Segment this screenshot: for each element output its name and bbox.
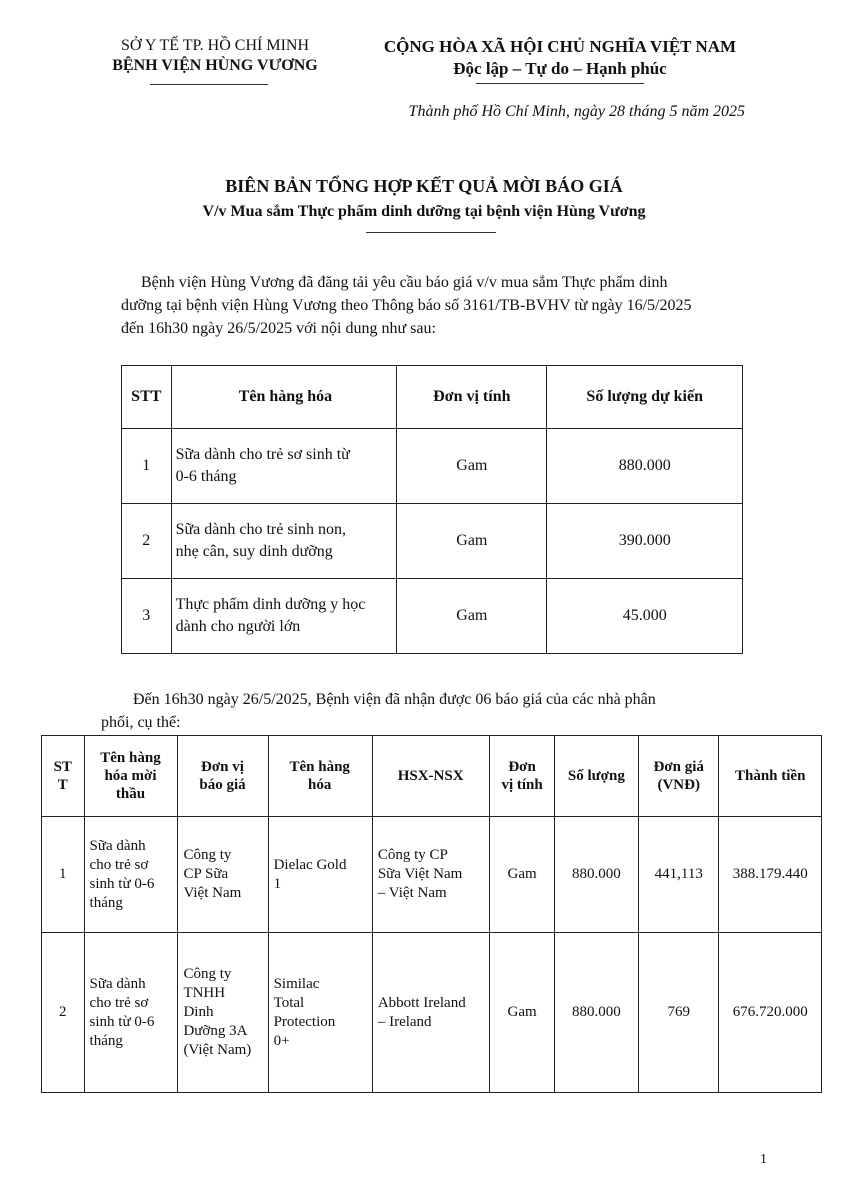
cell-line: Dưỡng 3A: [183, 1023, 248, 1039]
cell-stt: 1: [42, 817, 85, 933]
intro-line-2: dưỡng tại bệnh viện Hùng Vương theo Thông báo số 3161/TB-BVHV từ ngày 16/5/2025: [121, 297, 692, 314]
cell-line: CP Sữa: [183, 866, 229, 882]
cell-line: (Việt Nam): [183, 1042, 252, 1058]
intro-line-3: đến 16h30 ngày 26/5/2025 với nội dung như sau:: [121, 320, 436, 337]
cell-line: Similac: [273, 975, 320, 992]
header-line: hóa: [308, 777, 332, 793]
national-motto: Độc lập – Tự do – Hạnh phúc: [453, 59, 667, 78]
header-line: báo giá: [199, 777, 246, 793]
col-header-stt: STT: [122, 366, 172, 429]
cell-invited-item: [84, 817, 178, 933]
cell-unit-price: 441,113: [639, 817, 719, 933]
col-header-quantity: Số lượng: [554, 736, 638, 817]
table-row: [122, 579, 743, 654]
cell-line: cho trẻ sơ: [89, 856, 149, 873]
table-row: [122, 429, 743, 504]
cell-line: Sữa dành: [89, 975, 146, 992]
issuer-block: [70, 36, 360, 76]
item-name-line: Sữa dành cho trẻ sơ sinh từ: [175, 446, 350, 463]
cell-item-name: [171, 429, 397, 504]
cell-quantity: 390.000: [547, 504, 743, 579]
cell-manufacturer: [372, 933, 490, 1093]
cell-stt: 2: [42, 933, 85, 1093]
cell-unit: Gam: [397, 504, 547, 579]
cell-quantity: 880.000: [547, 429, 743, 504]
document-title: BIÊN BẢN TỔNG HỢP KẾT QUẢ MỜI BÁO GIÁ: [225, 176, 623, 196]
title-underline: [366, 232, 496, 233]
quotes-table: [41, 735, 822, 1093]
quotes-paragraph: [101, 688, 801, 734]
cell-line: Công ty: [183, 847, 232, 863]
cell-line: cho trẻ sơ: [89, 994, 149, 1011]
cell-total: 388.179.440: [719, 817, 822, 933]
cell-item-name: [171, 504, 397, 579]
cell-line: TNHH: [183, 985, 226, 1001]
header-line: thầu: [115, 786, 146, 802]
col-header-total: Thành tiền: [719, 736, 822, 817]
national-name: CỘNG HÒA XÃ HỘI CHỦ NGHĨA VIỆT NAM: [383, 37, 737, 56]
document-subtitle: V/v Mua sắm Thực phẩm dinh dưỡng tại bệnh viện Hùng Vương: [202, 203, 646, 220]
cell-invited-item: [84, 933, 178, 1093]
motto-underline: [476, 83, 644, 84]
cell-line: Việt Nam: [183, 885, 242, 901]
cell-line: Sữa dành: [89, 837, 146, 854]
cell-unit: Gam: [490, 933, 554, 1093]
page-number: 1: [760, 1152, 767, 1167]
cell-line: tháng: [89, 894, 123, 911]
cell-line: 1: [273, 875, 282, 892]
col-header-manufacturer: HSX-NSX: [372, 736, 490, 817]
header-line: (VNĐ): [657, 777, 700, 793]
item-name-line: Sữa dành cho trẻ sinh non,: [175, 521, 347, 538]
issuer-underline: [150, 84, 268, 85]
quotes-line-1: Đến 16h30 ngày 26/5/2025, Bệnh viện đã nhận được 06 báo giá của các nhà phân: [133, 691, 656, 708]
header-line: Đơn vị: [201, 759, 244, 775]
cell-unit: Gam: [397, 579, 547, 654]
item-name-line: 0-6 tháng: [175, 468, 237, 485]
header-line: hóa mời: [104, 768, 157, 784]
cell-line: Dinh: [183, 1004, 214, 1020]
cell-supplier: [178, 817, 268, 933]
intro-paragraph: [121, 271, 771, 340]
table-row: [122, 504, 743, 579]
cell-manufacturer: [372, 817, 490, 933]
cell-line: Công ty CP: [377, 847, 448, 863]
col-header-unit: [490, 736, 554, 817]
cell-line: 0+: [273, 1032, 290, 1049]
cell-quantity: 880.000: [554, 817, 638, 933]
cell-line: Total: [273, 994, 305, 1011]
planned-items-table: [121, 365, 743, 654]
col-header-product: [268, 736, 372, 817]
item-name-line: dành cho người lớn: [175, 618, 301, 635]
cell-stt: 2: [122, 504, 172, 579]
cell-unit: Gam: [490, 817, 554, 933]
header-line: Đơn giá: [653, 759, 704, 775]
cell-line: Abbott Ireland: [377, 994, 466, 1011]
cell-line: Công ty: [183, 966, 232, 982]
cell-product: [268, 933, 372, 1093]
intro-line-1: Bệnh viện Hùng Vương đã đăng tải yêu cầu báo giá v/v mua sắm Thực phẩm dinh: [141, 274, 668, 291]
cell-line: – Việt Nam: [377, 885, 447, 901]
table-row: [42, 817, 822, 933]
national-motto-block: [340, 36, 780, 80]
header-line: ST: [53, 759, 72, 775]
col-header-quantity: Số lượng dự kiến: [547, 366, 743, 429]
cell-stt: 1: [122, 429, 172, 504]
date-line: Thành phố Hồ Chí Minh, ngày 28 tháng 5 năm 2025: [408, 103, 745, 120]
cell-line: sinh từ 0-6: [89, 875, 155, 892]
col-header-stt: [42, 736, 85, 817]
col-header-item-name: Tên hàng hóa: [171, 366, 397, 429]
cell-line: Dielac Gold: [273, 856, 347, 873]
cell-line: Protection: [273, 1013, 336, 1030]
table-header-row: [122, 366, 743, 429]
cell-product: [268, 817, 372, 933]
cell-supplier: [178, 933, 268, 1093]
cell-quantity: 45.000: [547, 579, 743, 654]
cell-unit-price: 769: [639, 933, 719, 1093]
item-name-line: Thực phẩm dinh dưỡng y học: [175, 596, 366, 613]
issuer-department: SỞ Y TẾ TP. HỒ CHÍ MINH: [120, 37, 309, 54]
header-line: Đơn: [508, 759, 536, 775]
cell-total: 676.720.000: [719, 933, 822, 1093]
col-header-supplier: [178, 736, 268, 817]
header-line: T: [57, 777, 68, 793]
col-header-unit: Đơn vị tính: [397, 366, 547, 429]
header-line: Tên hàng: [289, 759, 350, 775]
col-header-invited-item: [84, 736, 178, 817]
cell-unit: Gam: [397, 429, 547, 504]
col-header-unit-price: [639, 736, 719, 817]
quotes-line-2: phối, cụ thể:: [101, 714, 181, 731]
cell-item-name: [171, 579, 397, 654]
header-line: vị tính: [501, 777, 543, 793]
cell-quantity: 880.000: [554, 933, 638, 1093]
cell-stt: 3: [122, 579, 172, 654]
table-header-row: [42, 736, 822, 817]
item-name-line: nhẹ cân, suy dinh dưỡng: [175, 543, 333, 560]
cell-line: tháng: [89, 1032, 123, 1049]
table-row: [42, 933, 822, 1093]
cell-line: – Ireland: [377, 1013, 432, 1030]
issuer-hospital: BỆNH VIỆN HÙNG VƯƠNG: [112, 57, 318, 74]
cell-line: Sữa Việt Nam: [377, 866, 463, 882]
header-line: Tên hàng: [100, 750, 161, 766]
cell-line: sinh từ 0-6: [89, 1013, 155, 1030]
